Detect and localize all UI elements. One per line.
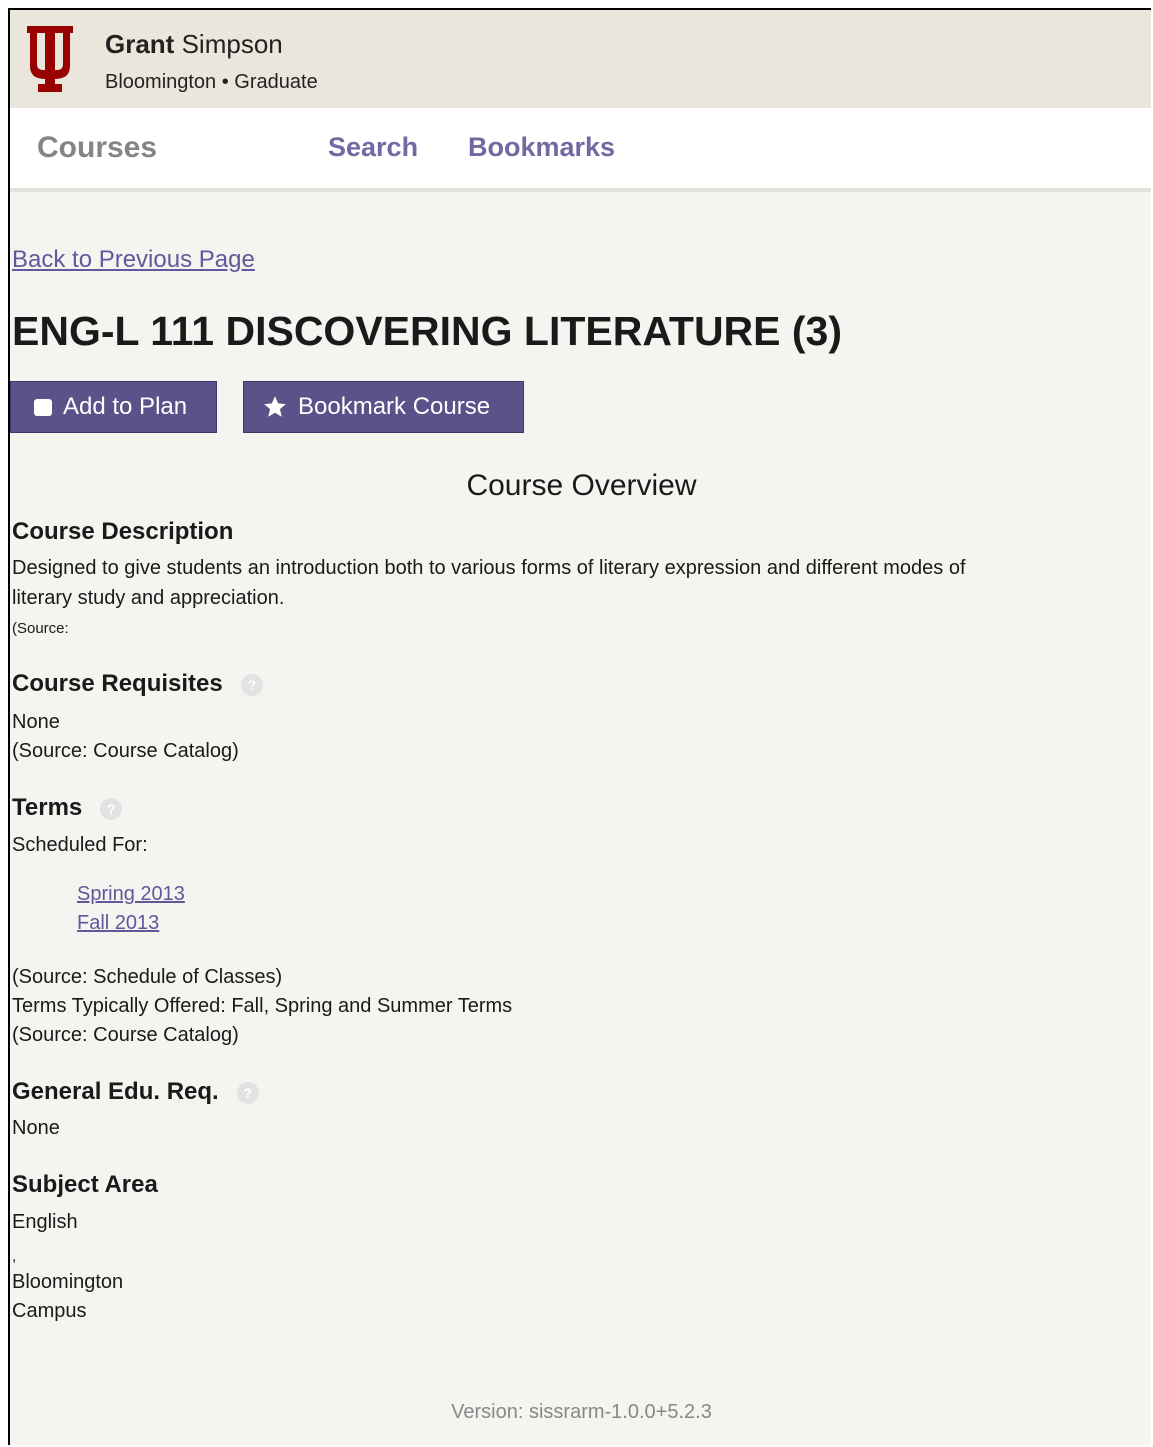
terms-typically-offered: Terms Typically Offered: Fall, Spring and Summer Terms [12,995,513,1017]
gen-ed-heading-text: General Edu. Req. [12,1078,219,1105]
user-first-name: Grant [105,29,175,59]
course-requisites-heading-text: Course Requisites [12,670,223,697]
iu-trident-logo-icon [23,24,77,94]
terms-source-schedule: (Source: Schedule of Classes) [12,966,283,988]
terms-heading-text: Terms [12,794,83,821]
course-description-line-1: Designed to give students an introduction both to various forms of literary expression and different modes of [12,557,966,579]
main-nav [10,108,1151,192]
help-icon[interactable]: ? [237,1082,259,1104]
term-link-spring-2013[interactable]: Spring 2013 [77,883,185,905]
gen-ed-heading [12,1078,259,1106]
terms-heading [12,794,122,822]
subject-area-comma: , [12,1248,17,1265]
nav-courses[interactable]: Courses [37,131,158,164]
course-requisites-heading [12,670,263,698]
star-icon [262,394,288,420]
user-campus-level: Bloomington • Graduate [105,71,318,93]
add-to-plan-button[interactable] [10,381,217,433]
bookmark-course-button[interactable] [243,381,524,433]
course-description-line-2: literary study and appreciation. [12,587,285,609]
help-icon[interactable]: ? [241,674,263,696]
back-to-previous-page-link[interactable]: Back to Previous Page [12,246,255,273]
course-description-source: (Source: [12,620,69,637]
page-frame [8,8,1151,1445]
help-icon[interactable]: ? [100,798,122,820]
course-title: ENG-L 111 DISCOVERING LITERATURE (3) [12,308,843,354]
add-to-plan-label: Add to Plan [63,393,188,420]
term-link-fall-2013[interactable]: Fall 2013 [77,912,160,934]
campus-line-1: Bloomington [12,1271,124,1293]
course-requisites-source: (Source: Course Catalog) [12,740,239,762]
scheduled-for-label: Scheduled For: [12,834,148,856]
course-description-heading: Course Description [12,518,234,545]
bookmark-course-label: Bookmark Course [298,393,491,420]
campus-line-2: Campus [12,1300,87,1322]
gen-ed-value: None [12,1117,60,1139]
version-footer: Version: sissrarm-1.0.0+5.2.3 [451,1401,712,1423]
plan-square-icon [33,397,53,417]
user-name [105,29,283,60]
subject-area-value: English [12,1211,78,1233]
subject-area-heading: Subject Area [12,1171,158,1198]
user-header [10,10,1151,108]
nav-search[interactable]: Search [328,132,419,162]
nav-bookmarks[interactable]: Bookmarks [468,132,616,162]
terms-source-catalog: (Source: Course Catalog) [12,1024,239,1046]
course-overview-heading: Course Overview [466,469,697,502]
course-requisites-value: None [12,711,60,733]
user-last-name: Simpson [181,29,283,59]
